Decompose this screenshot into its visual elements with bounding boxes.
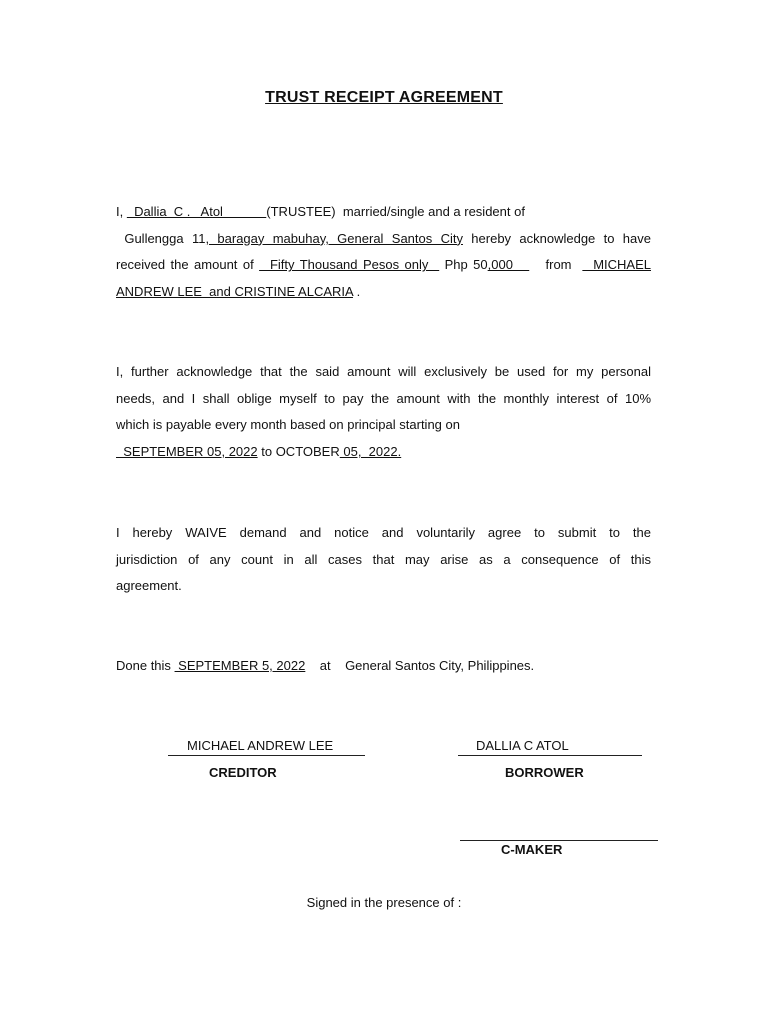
para1-line1 xyxy=(116,199,651,226)
trustee-name: Dallia C . Atol xyxy=(126,204,267,219)
borrower-signature-line xyxy=(458,755,642,756)
witness-presence-text: Signed in the presence of : xyxy=(306,895,462,910)
done-prefix: Done this xyxy=(116,658,175,673)
paragraph-usage xyxy=(116,359,651,466)
done-line xyxy=(116,653,651,680)
acknowledge-text: hereby acknowledge to have xyxy=(462,230,651,246)
done-date: SEPTEMBER 5, 2022 xyxy=(174,658,306,673)
address-start: Gullengga 11 xyxy=(116,230,206,246)
creditor-signature-line xyxy=(168,755,365,756)
para2-line2: needs, and I shall oblige myself to pay the amount with the monthly interest of 10% xyxy=(116,390,651,406)
amount-words: Fifty Thousand Pesos only xyxy=(259,257,440,273)
done-location: at General Santos City, Philippines. xyxy=(305,658,535,673)
paragraph-waiver xyxy=(116,520,651,600)
intro-text: I, xyxy=(116,204,127,219)
received-text: received the amount of xyxy=(116,257,260,273)
comaker-label: C-MAKER xyxy=(501,842,563,857)
para3-line1: I hereby WAIVE demand and notice and voluntarily agree to submit to the xyxy=(116,525,651,540)
para3-line2: jurisdiction of any count in all cases that may arise as a consequence of this xyxy=(116,551,651,567)
borrower-label: BORROWER xyxy=(505,765,584,780)
para1-line4 xyxy=(116,279,651,306)
php-suffix: ,000 xyxy=(487,257,530,273)
address-rest: , baragay mabuhay, General Santos City xyxy=(205,230,463,246)
para3-line3: agreement. xyxy=(116,578,182,594)
creditor-label: CREDITOR xyxy=(209,765,277,780)
creditor-first: MICHAEL xyxy=(582,257,651,273)
from-text: from xyxy=(529,257,583,273)
para2-line4 xyxy=(116,439,651,466)
paragraph-acknowledgement xyxy=(116,199,651,306)
trustee-role: (TRUSTEE) xyxy=(266,204,336,219)
end-date: 05, 2022. xyxy=(339,444,402,460)
creditor-rest: ANDREW LEE and CRISTINE ALCARIA xyxy=(116,284,353,300)
php-prefix: Php 50 xyxy=(439,257,488,273)
para2-line3: which is payable every month based on principal starting on xyxy=(116,417,460,433)
creditor-name: MICHAEL ANDREW LEE xyxy=(187,738,334,753)
para1-line2 xyxy=(116,226,651,253)
document-title: TRUST RECEIPT AGREEMENT xyxy=(265,89,503,106)
start-date: SEPTEMBER 05, 2022 xyxy=(116,444,258,460)
borrower-name: DALLIA C ATOL xyxy=(476,738,569,753)
status-resident-text: married/single and a resident of xyxy=(335,204,525,219)
para1-end: . xyxy=(352,284,361,300)
comaker-signature-line xyxy=(460,840,658,841)
to-text: to OCTOBER xyxy=(257,444,340,460)
para2-line1: I, further acknowledge that the said amount will exclusively be used for my personal xyxy=(116,364,651,379)
para1-line3 xyxy=(116,252,651,279)
